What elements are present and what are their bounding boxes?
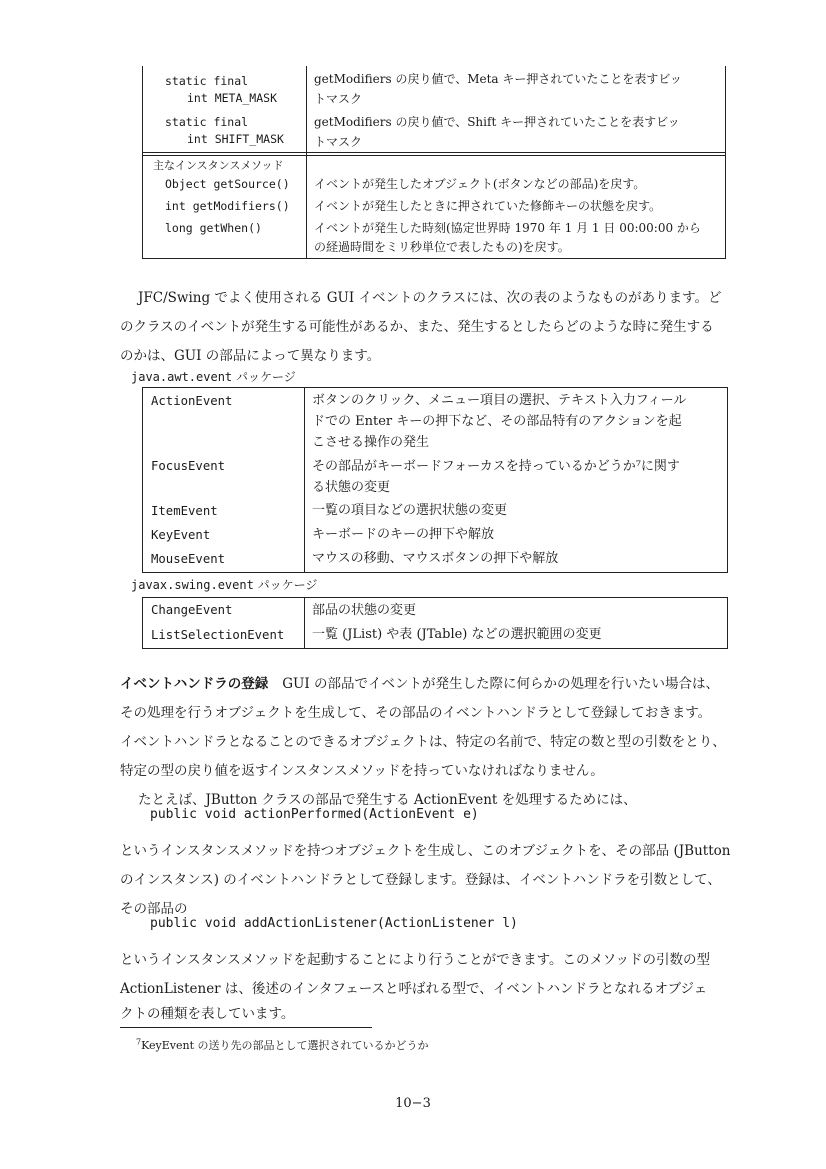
event-desc <box>312 456 722 498</box>
code-snippet: public void addActionListener(ActionListener l) <box>150 916 518 931</box>
desc-line: 一覧 (JList) や表 (JTable) などの選択範囲の変更 <box>312 627 602 642</box>
footnote-text: KeyEvent の送り先の部品として選択されているかどうか <box>141 1039 429 1052</box>
desc-line: る状態の変更 <box>312 480 391 495</box>
handler-line: たとえば、JButton クラスの部品で発生する ActionEvent を処理するためには、 <box>138 792 637 808</box>
event-desc <box>312 624 722 645</box>
package-label <box>131 368 296 385</box>
handler-line: その部品の <box>120 901 188 917</box>
event-class-name: KeyEvent <box>151 528 211 542</box>
handler-line: というインスタンスメソッドを起動することにより行うことができます。このメソッドの引数の型 <box>120 952 710 968</box>
method-desc: の経過時間をミリ秒単位で表したもの)を戻す。 <box>314 240 570 254</box>
event-desc <box>312 500 722 521</box>
handler-line: のインスタンス) のイベントハンドラとして登録します。登録は、イベントハンドラを引数として、 <box>120 872 721 888</box>
handler-line: 特定の型の戻り値を返すインスタンスメソッドを持っていなければなりません。 <box>120 763 604 779</box>
code-snippet: public void actionPerformed(ActionEvent e) <box>150 807 479 822</box>
handler-line: クトの種類を表しています。 <box>120 1006 295 1022</box>
constant-desc: getModifiers の戻り値で、Meta キー押されていたことを表すビッ <box>314 72 682 86</box>
handler-line: というインスタンスメソッドを持つオブジェクトを生成し、このオブジェクトを、その部品 (JButton <box>120 843 731 859</box>
constant-decl: int META_MASK <box>187 91 278 105</box>
desc-line: ボタンのクリック、メニュー項目の選択、テキスト入力フィール <box>312 393 687 408</box>
table-divider <box>304 598 305 648</box>
page-number: 10−3 <box>395 1096 431 1111</box>
package-suffix: パッケージ <box>235 370 296 384</box>
desc-line: 部品の状態の変更 <box>312 603 417 618</box>
package-name: javax.swing.event <box>131 578 254 592</box>
footnote <box>136 1037 429 1053</box>
desc-line: その部品がキーボードフォーカスを持っているかどうか⁷に関す <box>312 459 680 474</box>
handler-line: イベントハンドラとなることのできるオブジェクトは、特定の名前で、特定の数と型の引数をとり、 <box>120 734 726 750</box>
section-heading: イベントハンドラの登録 <box>120 676 269 692</box>
package-suffix: パッケージ <box>257 578 318 592</box>
event-class-name: ActionEvent <box>151 394 233 408</box>
footnote-rule <box>120 1027 372 1028</box>
desc-line: 一覧の項目などの選択状態の変更 <box>312 503 508 518</box>
intro-line: JFC/Swing でよく使用される GUI イベントのクラスには、次の表のようなものがあります。ど <box>138 290 722 306</box>
method-desc: イベントが発生したときに押されていた修飾キーの状態を戻す。 <box>314 199 662 213</box>
package-name: java.awt.event <box>131 370 233 384</box>
method-desc: イベントが発生したオブジェクト(ボタンなどの部品)を戻す。 <box>314 177 646 191</box>
constant-decl: static final <box>165 74 249 88</box>
modifier-table <box>142 66 726 259</box>
event-class-name: ListSelectionEvent <box>151 628 285 642</box>
handler-line <box>120 670 750 699</box>
method-decl: int getModifiers() <box>165 199 290 213</box>
package-label <box>131 576 317 593</box>
footnote-mark: 7 <box>136 1037 142 1047</box>
method-decl: Object getSource() <box>165 177 290 191</box>
constant-desc: トマスク <box>314 92 363 106</box>
event-class-name: MouseEvent <box>151 552 226 566</box>
event-class-name: FocusEvent <box>151 459 226 473</box>
method-desc: イベントが発生した時刻(協定世界時 1970 年 1 月 1 日 00:00:00 から <box>314 221 701 235</box>
constant-desc: getModifiers の戻り値で、Shift キー押されていたことを表すビッ <box>314 115 680 129</box>
desc-line: マウスの移動、マウスボタンの押下や解放 <box>312 551 559 566</box>
event-desc <box>312 390 722 453</box>
intro-line: のかは、GUI の部品によって異なります。 <box>120 348 381 364</box>
handler-line: その処理を行うオブジェクトを生成して、その部品のイベントハンドラとして登録しておきます。 <box>120 705 712 721</box>
event-desc <box>312 524 722 545</box>
constant-decl: int SHIFT_MASK <box>187 132 284 146</box>
handler-text: GUI の部品でイベントが発生した際に何らかの処理を行いたい場合は、 <box>282 676 720 692</box>
swing-event-table <box>142 597 728 649</box>
table-divider <box>304 388 305 572</box>
intro-line: のクラスのイベントが発生する可能性があるか、また、発生するとしたらどのような時に発生する <box>120 319 714 335</box>
event-class-name: ChangeEvent <box>151 603 233 617</box>
desc-line: ドでの Enter キーの押下など、その部品特有のアクションを起 <box>312 414 682 429</box>
event-desc <box>312 548 722 569</box>
constant-decl: static final <box>165 115 249 129</box>
awt-event-table <box>142 387 728 573</box>
desc-line: こさせる操作の発生 <box>312 435 430 450</box>
table-rule <box>143 152 725 153</box>
table-divider <box>306 66 307 258</box>
event-class-name: ItemEvent <box>151 504 218 518</box>
handler-line: ActionListener は、後述のインタフェースと呼ばれる型で、イベントハンドラとなれるオブジェ <box>120 981 708 997</box>
event-desc <box>312 600 722 621</box>
constant-desc: トマスク <box>314 135 363 149</box>
section-label: 主なインスタンスメソッド <box>153 159 284 172</box>
desc-line: キーボードのキーの押下や解放 <box>312 527 495 542</box>
method-decl: long getWhen() <box>165 221 262 235</box>
